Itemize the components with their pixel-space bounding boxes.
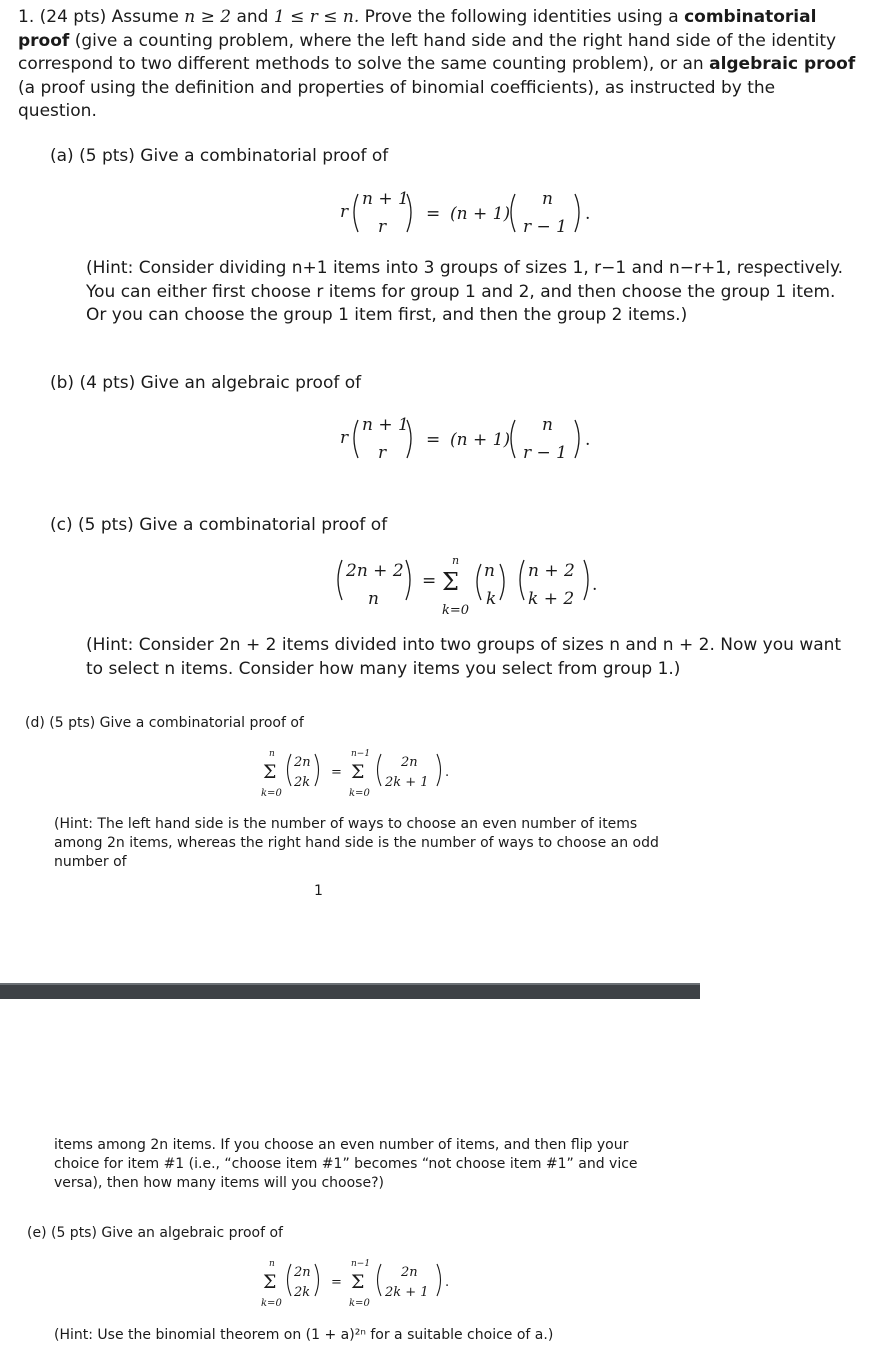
eq-d-sum1-top: n [269,749,275,759]
eq-b-bot2: r − 1 [523,443,567,463]
part-b-label: (b) (4 pts) Give an algebraic proof of [50,373,362,393]
problem-number: 1. [18,7,35,27]
eq-a-r: r [340,202,349,222]
eq-d-top2: 2n [401,755,418,770]
equation-a-svg [330,182,610,242]
eq-d-sum1-bot: k=0 [261,788,282,799]
eq-e-bot1: 2k [294,1285,311,1300]
paren-right [437,1264,441,1296]
combinatorial-proof-term: combinatorial proof [18,7,817,51]
equation-c-svg [328,552,618,622]
paren-right [406,560,410,600]
equation-e-svg [255,1258,465,1314]
problem-intro [18,6,858,124]
eq-e-top2: 2n [401,1265,418,1280]
part-e-hint: (Hint: Use the binomial theorem on (1 + a)²ⁿ for a suitable choice of a.) [54,1327,554,1343]
part-d-label: (d) (5 pts) Give a combinatorial proof of [25,715,304,731]
intro-text-3: (give a counting problem, where the left hand side and the right hand side of the identity correspond to two different methods to solve the same counting problem), or an [18,30,837,74]
eq-b-top1: n + 1 [362,415,409,435]
equation-d-svg [255,748,465,804]
paren-right [315,1264,319,1296]
equation-d [255,748,465,808]
eq-d-bot1: 2k [294,775,311,790]
eq-b-eq: = [426,430,441,450]
eq-e-eq: = [331,1275,342,1290]
part-a-hint: (Hint: Consider dividing n+1 items into 3 groups of sizes 1, r−1 and n−r+1, respectively. You can either first choose r items for group 1 and 2, and then choose the group 1 item. Or you can choose the group 1 item first, and then the group 2 items.) [86,258,844,325]
paren-left [378,754,382,786]
eq-d-top1: 2n [294,755,311,770]
problem-points: (24 pts) [39,7,107,27]
eq-c-top2: n [484,561,495,581]
paren-left [520,560,524,600]
eq-c-bot1: n [368,589,379,609]
paren-left [511,420,515,458]
eq-b-bot1: r [378,443,387,463]
page-divider [0,983,700,999]
eq-c-top3: n + 2 [528,561,575,581]
eq-d-end: . [445,765,450,780]
eq-a-bot2: r − 1 [523,217,567,237]
sigma-symbol: Σ [263,1271,277,1293]
paren-right [500,564,504,600]
eq-b-r: r [340,428,349,448]
part-c-hint: (Hint: Consider 2n + 2 items divided into two groups of sizes n and n + 2. Now you want to select n items. Consider how many items you select from group 1.) [86,635,842,679]
eq-e-top1: 2n [294,1265,311,1280]
equation-b-svg [330,408,610,468]
eq-a-top2: n [542,189,553,209]
eq-c-end: . [592,575,598,595]
intro-text-2: Prove the following identities using a [364,7,679,27]
eq-c-sum-bot: k=0 [442,603,470,618]
eq-e-end: . [445,1275,450,1290]
paren-left [354,194,358,232]
paren-right [315,754,319,786]
condition-r: 1 ≤ r ≤ n. [273,7,360,27]
eq-e-bot2: 2k + 1 [385,1285,429,1300]
equation-e [255,1258,465,1318]
eq-c-bot3: k + 2 [528,589,575,609]
paren-left [477,564,481,600]
sigma-symbol: Σ [351,1271,365,1293]
eq-b-end: . [585,430,591,450]
eq-a-coef: (n + 1) [450,204,511,224]
intro-and: and [236,7,269,27]
sigma-symbol: Σ [442,568,459,596]
page-number: 1 [314,883,323,899]
paren-left [338,560,342,600]
paren-left [288,1264,292,1296]
eq-e-sum1-bot: k=0 [261,1298,282,1309]
eq-c-sum-top: n [452,554,460,567]
equation-a [330,182,610,246]
part-e-label: (e) (5 pts) Give an algebraic proof of [27,1225,283,1241]
equation-b [330,408,610,472]
eq-b-coef: (n + 1) [450,430,511,450]
sigma-symbol: Σ [263,761,277,783]
eq-a-end: . [585,204,591,224]
eq-c-bot2: k [486,589,497,609]
paren-left [511,194,515,232]
sigma-symbol: Σ [351,761,365,783]
part-d-hint-start: (Hint: The left hand side is the number of ways to choose an even number of items among 2n items, whereas the right hand side is the number of ways to choose an odd number of [54,816,659,870]
paren-right [575,420,579,458]
paren-right [437,754,441,786]
eq-c-top1: 2n + 2 [346,561,404,581]
paren-right [584,560,588,600]
equation-c [328,552,618,626]
paren-left [288,754,292,786]
algebraic-proof-term: algebraic proof [709,54,856,74]
eq-e-sum1-top: n [269,1259,275,1269]
eq-e-sum2-bot: k=0 [349,1298,370,1309]
part-c-label: (c) (5 pts) Give a combinatorial proof of [50,515,388,535]
eq-a-eq: = [426,204,441,224]
intro-text: Assume [111,7,179,27]
eq-b-top2: n [542,415,553,435]
intro-text-4: (a proof using the definition and properties of binomial coefficients), as instructed by the question. [18,77,776,121]
part-d-hint-cont: items among 2n items. If you choose an even number of items, and then flip your choice for item #1 (i.e., “choose item #1” becomes “not choose item #1” and vice versa), then how many items will you choose?) [54,1137,638,1191]
eq-a-bot1: r [378,217,387,237]
eq-a-top1: n + 1 [362,189,409,209]
paren-left [378,1264,382,1296]
eq-e-sum2-top: n−1 [351,1259,371,1269]
eq-c-eq: = [422,571,437,591]
eq-d-sum2-top: n−1 [351,749,371,759]
eq-d-eq: = [331,765,342,780]
eq-d-sum2-bot: k=0 [349,788,370,799]
paren-right [575,194,579,232]
paren-left [354,420,358,458]
eq-d-bot2: 2k + 1 [385,775,429,790]
condition-n: n ≥ 2 [184,7,232,27]
part-a-label: (a) (5 pts) Give a combinatorial proof of [50,146,389,166]
